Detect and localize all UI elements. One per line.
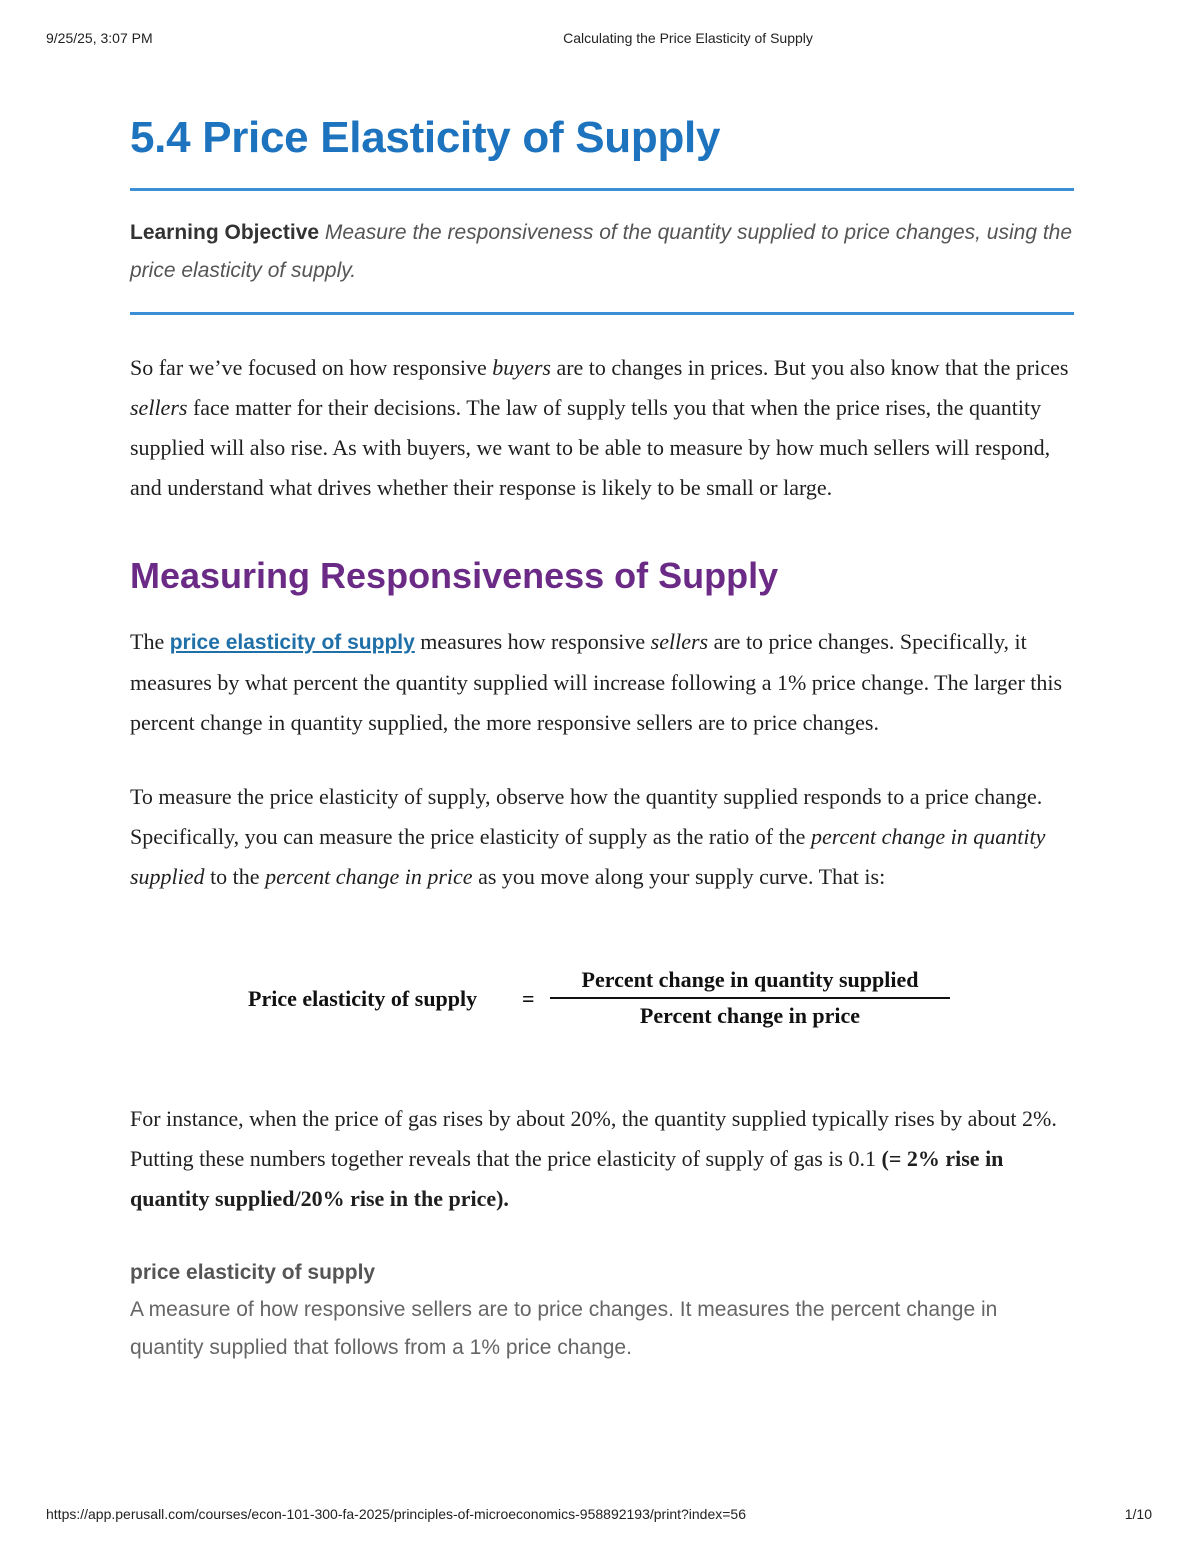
measure-text-1: To measure the price elasticity of supply, observe how the quantity supplied responds to a price change. Specifically, you can measure the price elasticity of supply as the ratio of the <box>130 784 1043 849</box>
print-url: https://app.perusall.com/courses/econ-101-300-fa-2025/principles-of-microeconomics-958892193/print?index=56 <box>46 1506 747 1522</box>
measure-paragraph <box>130 777 1074 897</box>
learning-objective-label: Learning Objective <box>130 221 320 244</box>
intro-paragraph <box>130 348 1074 508</box>
print-header <box>0 30 1200 50</box>
formula-equals: = <box>522 986 535 1011</box>
formula-numerator: Percent change in quantity supplied <box>581 967 919 992</box>
print-page-title: Calculating the Price Elasticity of Supply <box>563 30 813 46</box>
measure-emphasis-price: percent change in price <box>265 864 473 889</box>
glossary-term-link[interactable]: price elasticity of supply <box>169 631 415 654</box>
definition-text-1: The <box>130 629 170 654</box>
intro-text-3: face matter for their decisions. The law of supply tells you that when the price rises, the quantity supplied will also rise. As with buyers, we want to be able to measure by how much sellers will respond, and understand what drives whether their response is likely to be small or large. <box>130 395 1051 500</box>
intro-emphasis-buyers: buyers <box>492 355 551 380</box>
glossary-definition: A measure of how responsive sellers are to price changes. It measures the percent change in quantity supplied that follows from a 1% price change. <box>130 1298 998 1359</box>
example-text: For instance, when the price of gas rises by about 20%, the quantity supplied typically rises by about 2%. Putting these numbers together reveals that the price elasticity of supply of gas is 0.1 <box>130 1106 1057 1171</box>
intro-emphasis-sellers: sellers <box>130 395 188 420</box>
formula-lhs: Price elasticity of supply <box>248 986 478 1011</box>
print-footer <box>0 1506 1200 1526</box>
measure-emphasis-quantity: percent change in quantity supplied <box>130 824 1046 889</box>
formula-fraction <box>550 965 950 1031</box>
page-number: 1/10 <box>1124 1506 1152 1522</box>
intro-text-1: So far we’ve focused on how responsive <box>130 355 493 380</box>
glossary-term: price elasticity of supply <box>130 1261 376 1284</box>
learning-objective-text: Measure the responsiveness of the quantity supplied to price changes, using the price elasticity of supply. <box>130 221 1073 282</box>
divider-bottom <box>130 312 1074 315</box>
definition-text-2: measures how responsive <box>414 629 651 654</box>
definition-text-3: are to price changes. Specifically, it measures by what percent the quantity supplied will increase following a 1% price change. The larger this percent change in quantity supplied, the more responsive sellers are to price changes. <box>130 629 1063 735</box>
fraction-bar <box>550 997 950 999</box>
learning-objective <box>130 191 1074 312</box>
definition-paragraph <box>130 622 1074 743</box>
print-datetime: 9/25/25, 3:07 PM <box>46 30 153 46</box>
formula-denominator: Percent change in price <box>639 1003 861 1028</box>
elasticity-formula <box>130 965 1074 1037</box>
measure-text-3: as you move along your supply curve. That is: <box>472 864 886 889</box>
example-paragraph <box>130 1099 1074 1219</box>
page-title: 5.4 Price Elasticity of Supply <box>130 113 721 162</box>
definition-emphasis-sellers: sellers <box>650 629 709 654</box>
document-content <box>130 100 1074 1367</box>
intro-text-2: are to changes in prices. But you also know that the prices <box>550 355 1069 380</box>
section-heading: Measuring Responsiveness of Supply <box>130 555 779 596</box>
example-math: (= 2% rise in quantity supplied/20% rise in the price). <box>130 1146 1004 1211</box>
glossary-entry <box>130 1257 1074 1367</box>
measure-text-2: to the <box>204 864 266 889</box>
